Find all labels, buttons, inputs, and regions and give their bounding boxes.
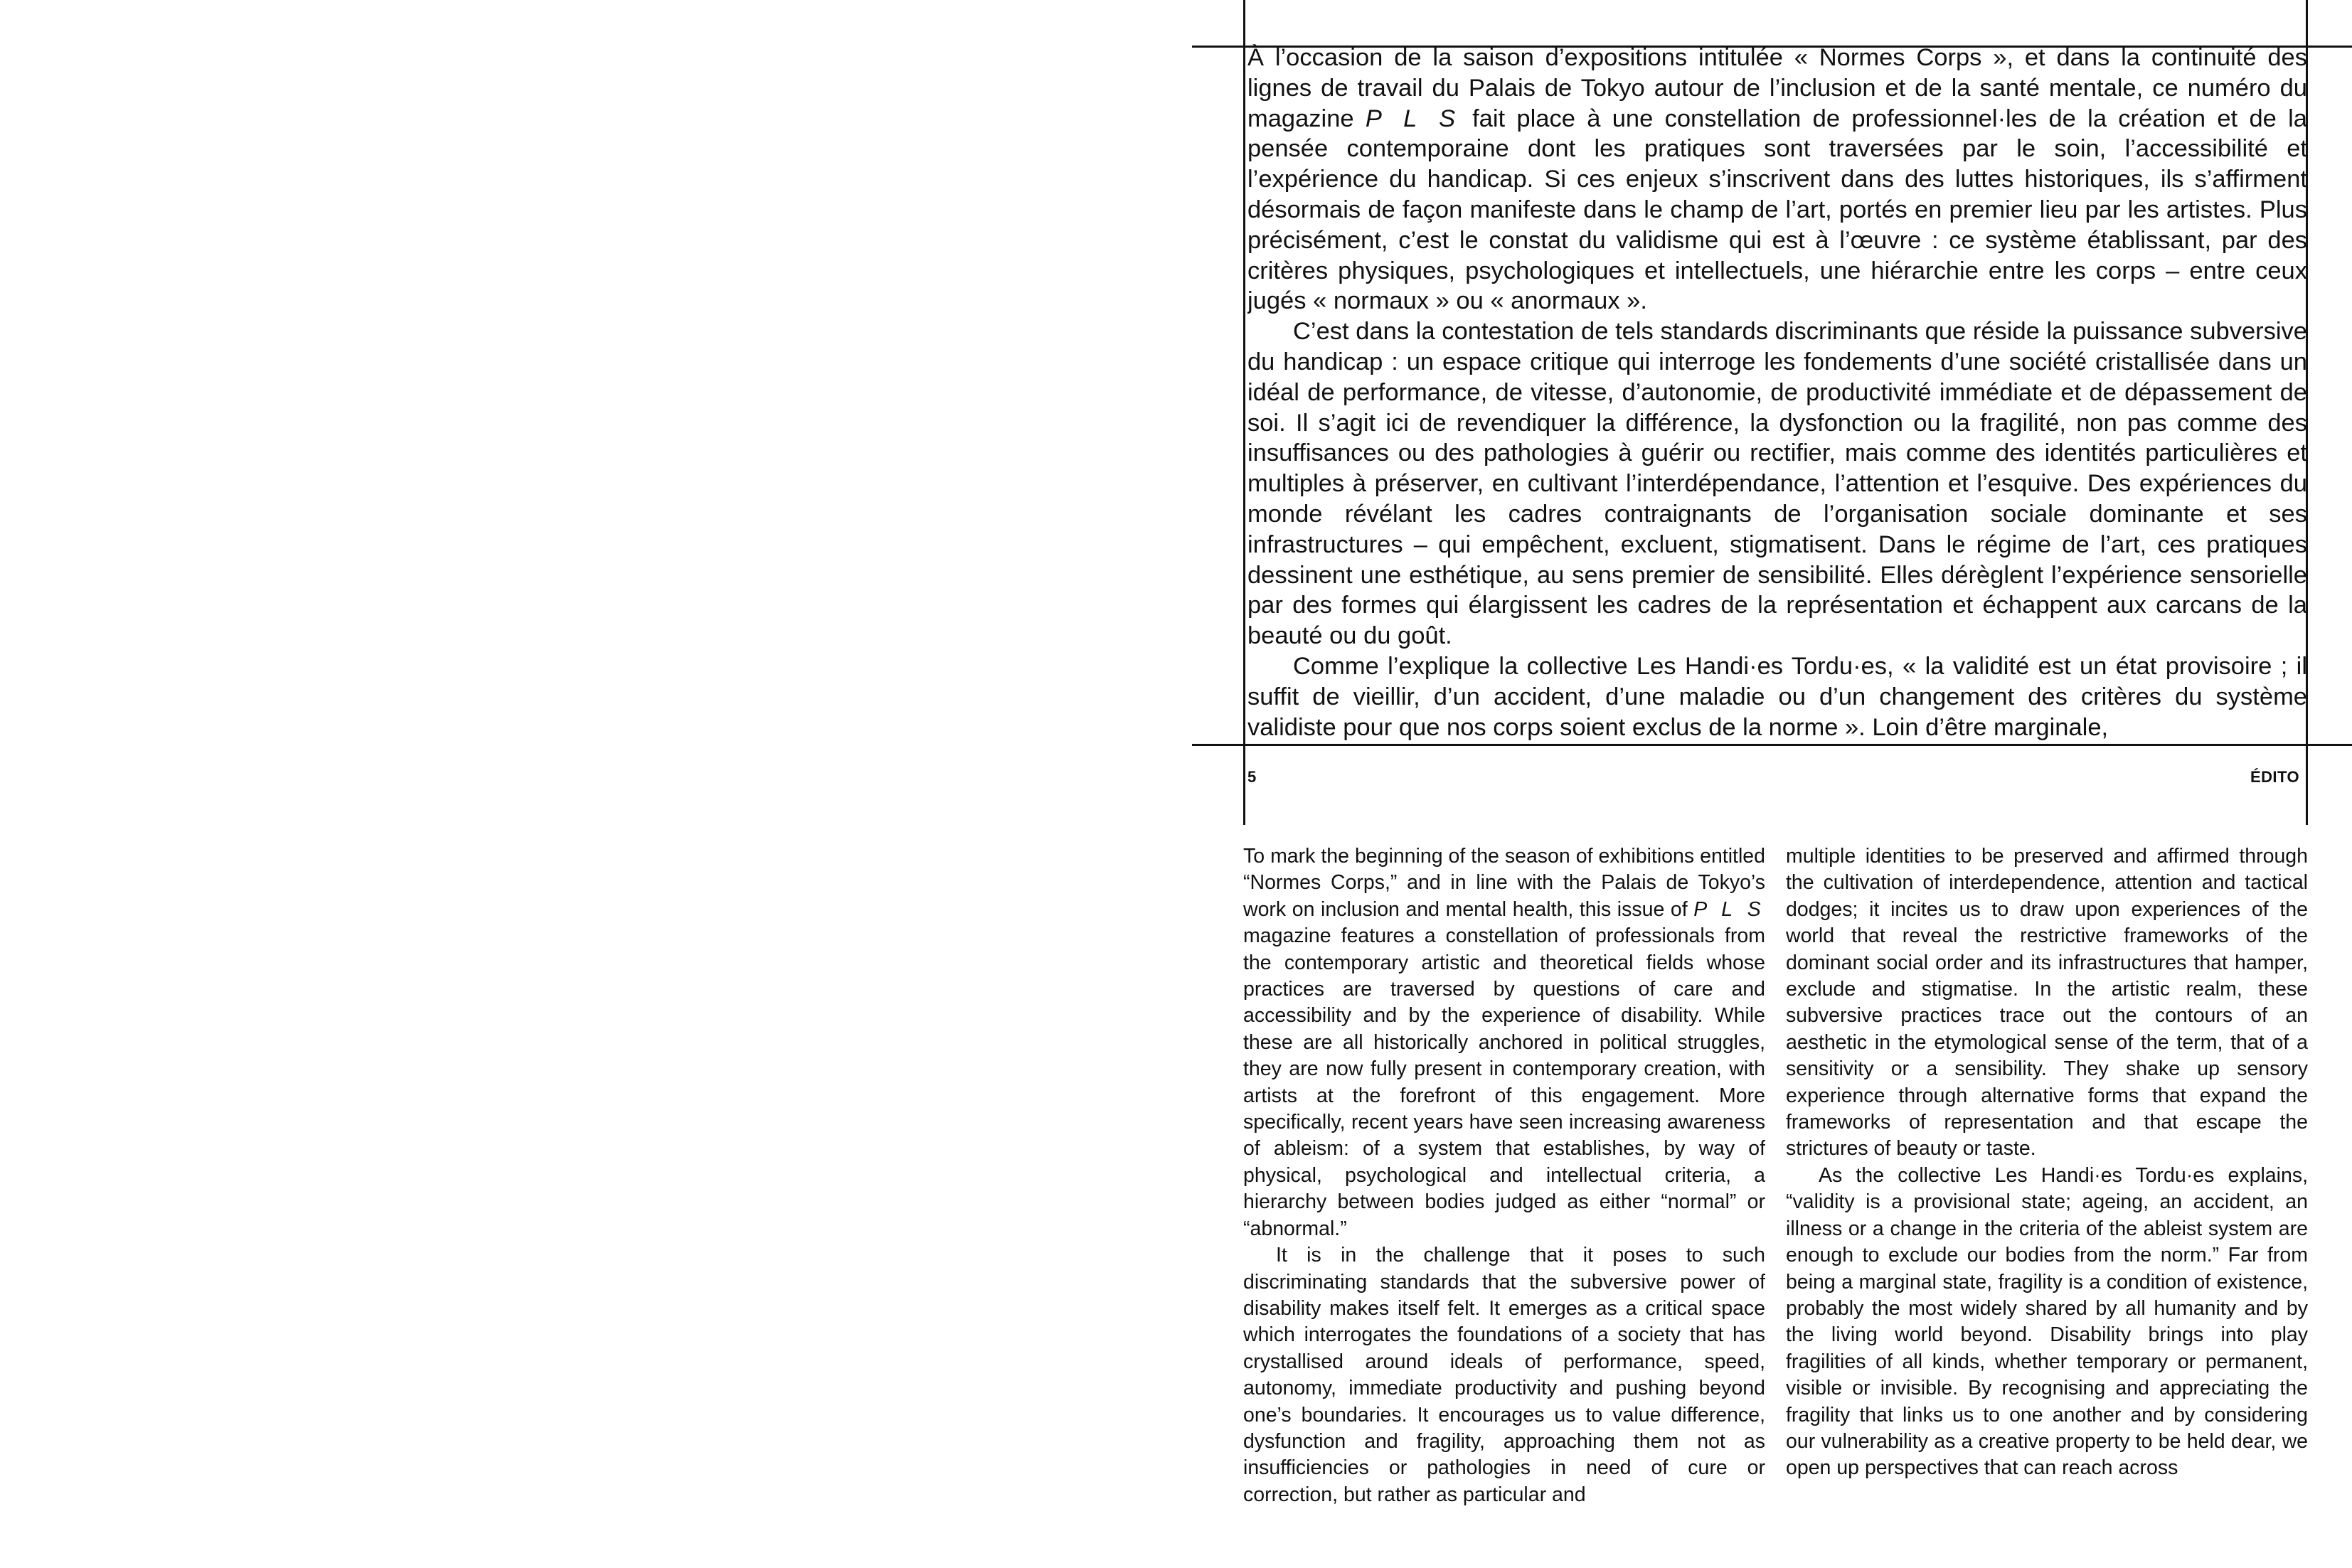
- frame-rule-left: [1243, 0, 1245, 825]
- frame-rule-bottom: [1192, 744, 2352, 746]
- english-paragraph-3: As the collective Les Handi·es Tordu·es explains, “validity is a provisional state; ageing, an accident, an illness or a change in the criteria of the ableist system are enough to exclude our bodies from the norm.” Far from being a marginal state, fragility is a condition of existence, probably the most widely shared by all humanity and by the living world beyond. Disability brings into play fragilities of all kinds, whether temporary or permanent, visible or invisible. By recognising and appreciating the fragility that links us to one another and by considering our vulnerability as a creative property to be held dear, we open up perspectives that can reach across: [1786, 1163, 2308, 1480]
- magazine-name: P L S: [1693, 897, 1765, 921]
- french-editorial: [1247, 43, 2307, 744]
- french-paragraph-2: C’est dans la contestation de tels standards discriminants que réside la puissance subversive du handicap : un espace critique qui interroge les fondements d’une société cristallisée dans un idéal de performance, de vitesse, d’autonomie, de productivité immédiate et de dépassement de soi. Il s’agit ici de revendiquer la différence, la dysfonction ou la fragilité, non pas comme des insuffisances ou des pathologies à guérir ou rectifier, mais comme des identités particulières et multiples à préserver, en cultivant l’interdépendance, l’attention et l’esquive. Des expériences du monde révélant les cadres contraignants de l’organisation sociale dominante et ses infrastructures – qui empêchent, excluent, stigmatisent. Dans le régime de l’art, ces pratiques dessinent une esthétique, au sens premier de sensibilité. Elles dérèglent l’expérience sensorielle par des formes qui élargissent les cadres de la représentation et échappent aux carcans de la beauté ou du goût.: [1247, 318, 2307, 650]
- english-paragraph-2-continued: multiple identities to be preserved and affirmed through the cultivation of interdependence, attention and tactical dodges; it incites us to draw upon experiences of the world that reveal the restrictive frameworks of the dominant social order and its infrastructures that hamper, exclude and stigmatise. In the artistic realm, these subversive practices trace out the contours of an aesthetic in the etymological sense of the term, that of a sensitivity or a sensibility. They shake up sensory experience through alternative forms that expand the frameworks of representation and that escape the strictures of beauty or taste.: [1786, 845, 2308, 1161]
- section-label: ÉDITO: [2250, 768, 2299, 786]
- french-paragraph-1: À l’occasion de la saison d’expositions intitulée « Normes Corps », et dans la continuité des lignes de travail du Palais de Tokyo autour de l’inclusion et de la santé mentale, ce numéro du magazine P L S fait place à une constellation de professionnel·les de la création et de la pensée contemporaine dont les pratiques sont traversées par le soin, l’accessibilité et l’expérience du handicap. Si ces enjeux s’inscrivent dans des luttes historiques, ils s’affirment désormais de façon manifeste dans le champ de l’art, portés en premier lieu par les artistes. Plus précisément, c’est le constat du validisme qui est à l’œuvre : ce système établissant, par des critères physiques, psychologiques et intellectuels, une hiérarchie entre les corps – entre ceux jugés « normaux » ou « anormaux ».: [1247, 44, 2307, 315]
- page-number: 5: [1247, 768, 1257, 786]
- english-paragraph-1: To mark the beginning of the season of exhibitions entitled “Normes Corps,” and in line with the Palais de Tokyo’s work on inclusion and mental health, this issue of P L S magazine features a constellation of professionals from the contemporary artistic and theoretical fields whose practices are traversed by questions of care and accessibility and by the experience of disability. While these are all historically anchored in political struggles, they are now fully present in contemporary creation, with artists at the forefront of this engagement. More specifically, recent years have seen increasing awareness of ableism: of a system that establishes, by way of physical, psychological and intellectual criteria, a hierarchy between bodies judged as either “normal” or “abnormal.”: [1243, 845, 1765, 1240]
- english-column-1: [1243, 843, 1765, 1526]
- french-paragraph-3: Comme l’explique la collective Les Handi·es Tordu·es, « la validité est un état provisoire ; il suffit de vieillir, d’un accident, d’une maladie ou d’un changement des critères du système validiste pour que nos corps soient exclus de la norme ». Loin d’être marginale,: [1247, 652, 2307, 741]
- magazine-name: P L S: [1365, 105, 1461, 132]
- english-paragraph-2: It is in the challenge that it poses to such discriminating standards that the subversive power of disability makes itself felt. It emerges as a critical space which interrogates the foundations of a society that has crystallised around ideals of performance, speed, autonomy, immediate productivity and pushing beyond one’s boundaries. It encourages us to value difference, dysfunction and fragility, approaching them not as insufficiencies or pathologies in need of cure or correction, but rather as particular and: [1243, 1244, 1765, 1506]
- english-column-2: [1786, 843, 2308, 1526]
